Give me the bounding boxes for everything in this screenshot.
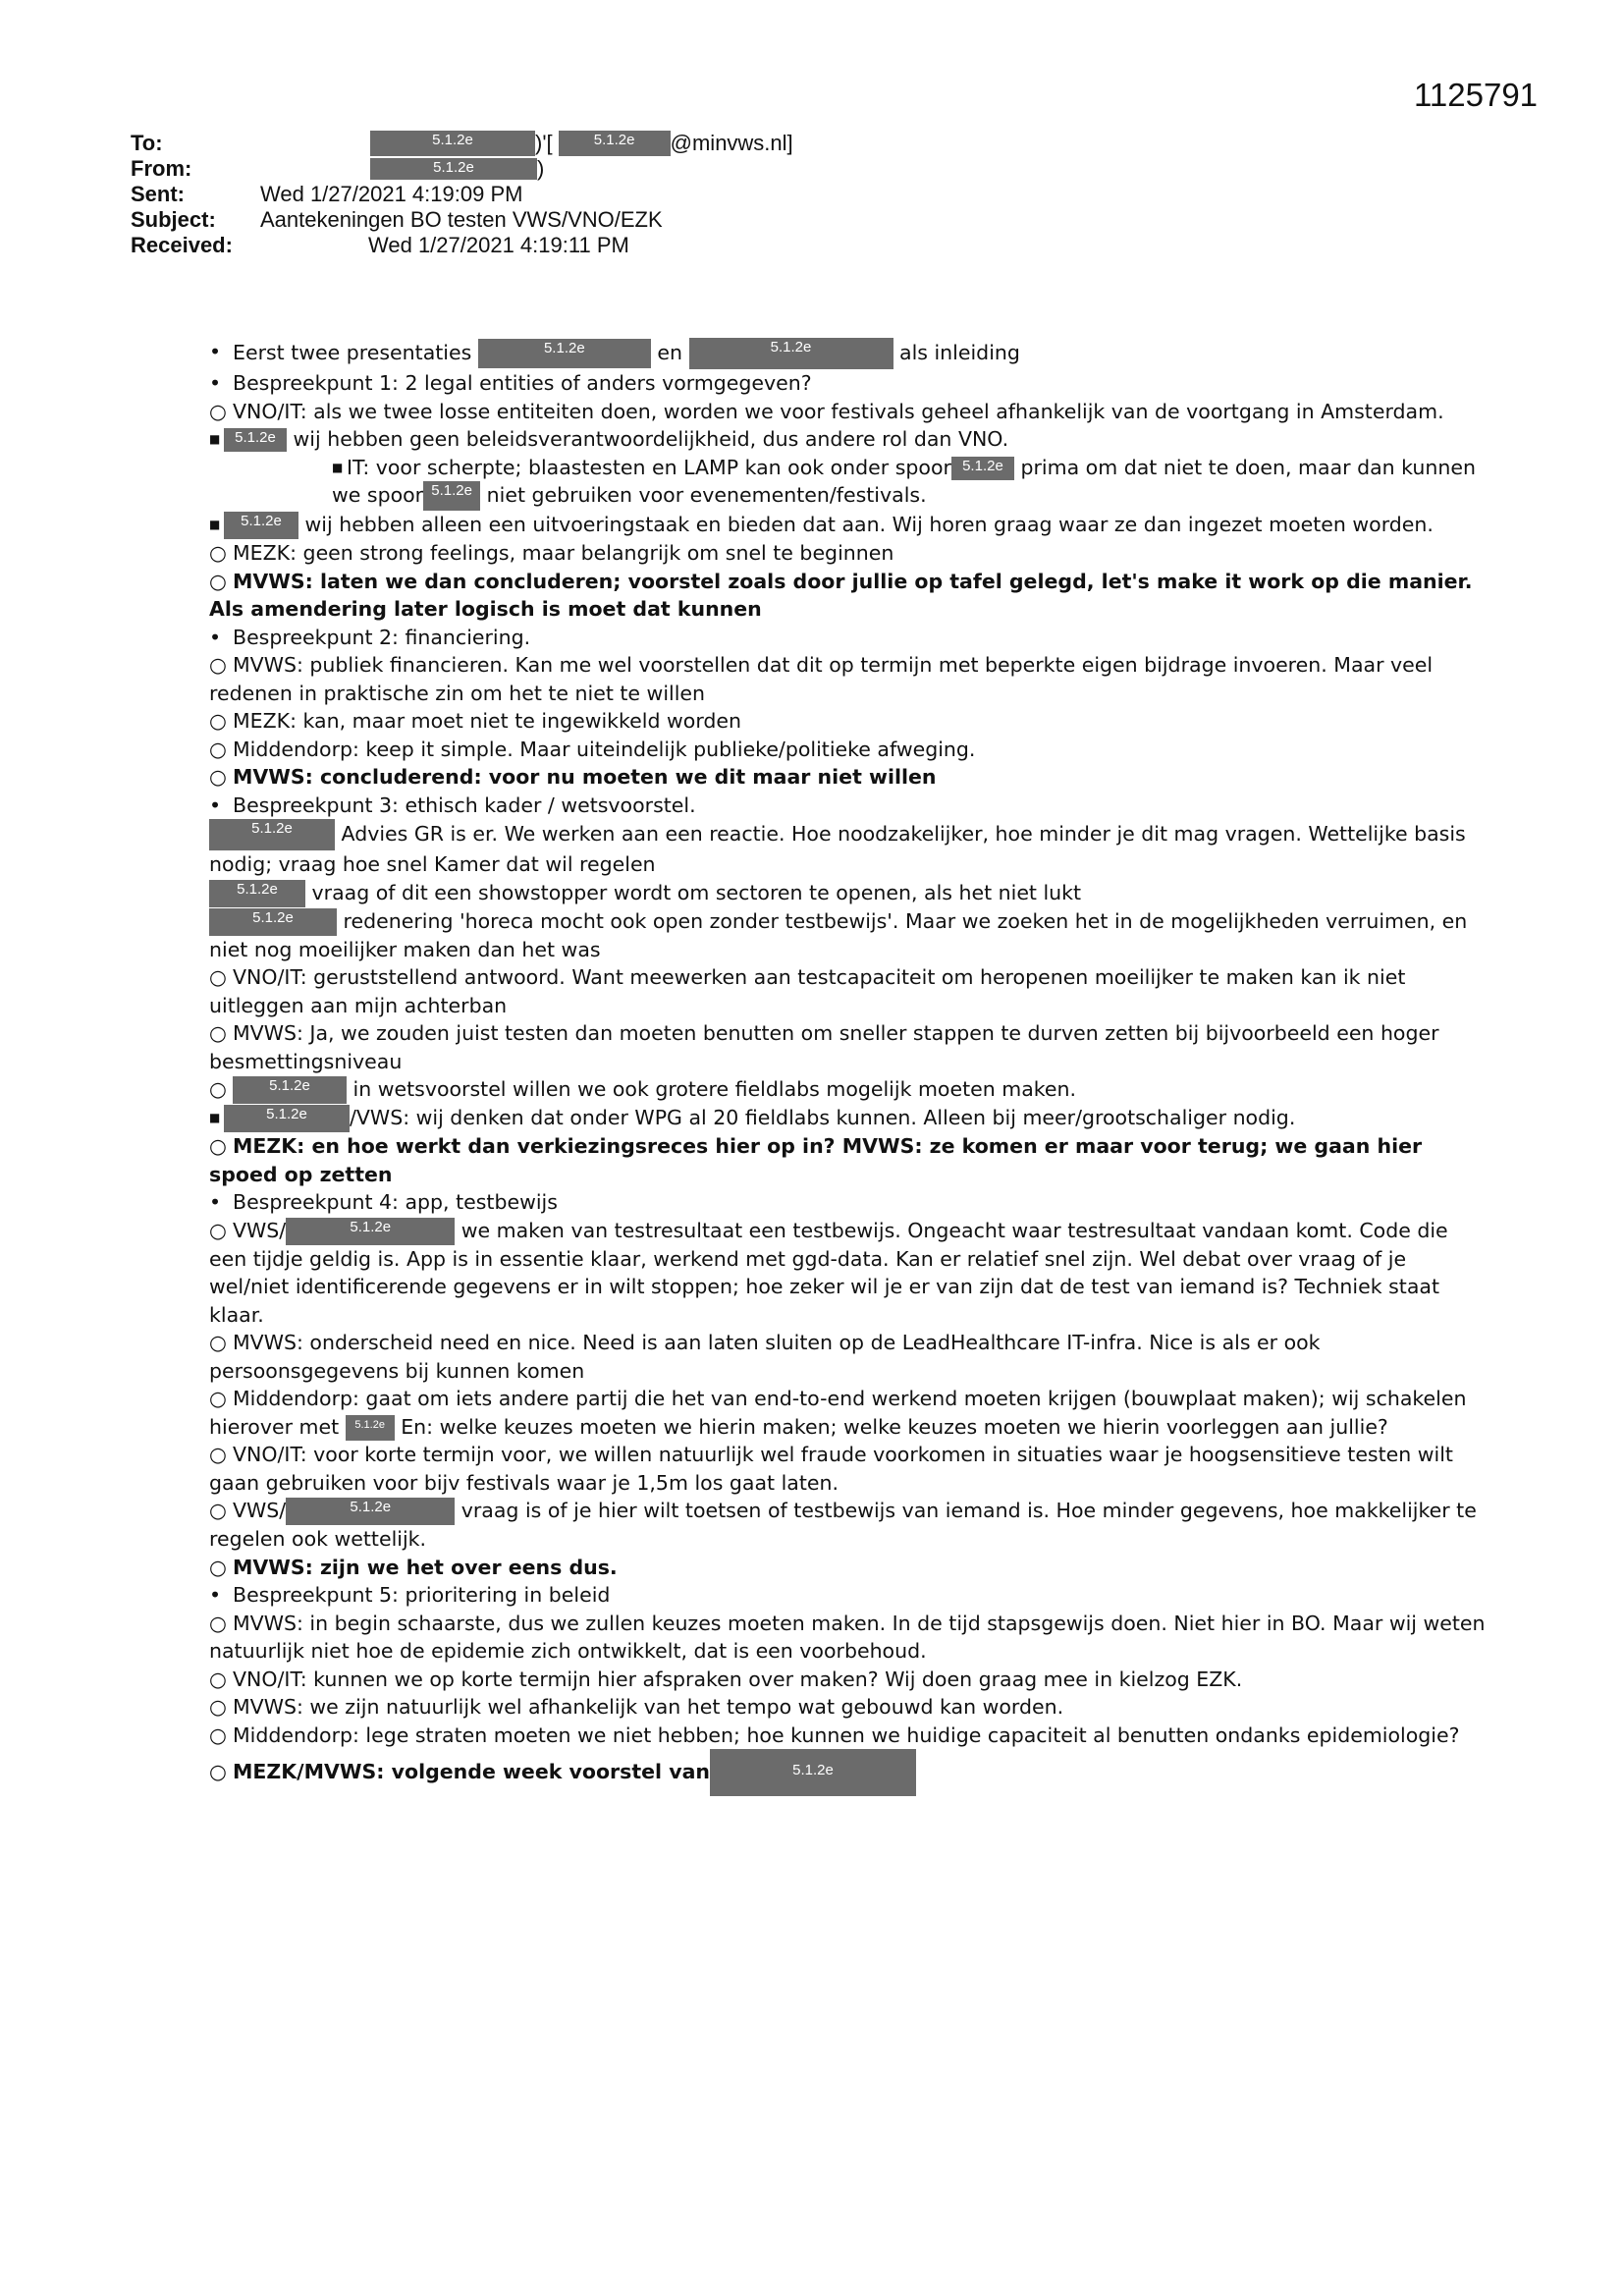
sub-list-item: 5.1.2e vraag of dit een showstopper wordt om sectoren te openen, als het niet lukt	[209, 879, 1490, 907]
redaction-box: 5.1.2e	[209, 908, 337, 936]
sub-list-item: ○ 5.1.2e in wetsvoorstel willen we ook grotere fieldlabs mogelijk moeten maken.	[209, 1075, 1490, 1104]
subject-value: Aantekeningen BO testen VWS/VNO/EZK	[260, 207, 663, 232]
sub-list-item: ○ MVWS: concluderend: voor nu moeten we dit maar niet willen	[209, 765, 937, 789]
list-item: • Bespreekpunt 5: prioritering in beleid	[209, 1581, 1490, 1610]
redaction-box: 5.1.2e	[423, 481, 480, 511]
subject-label: Subject:	[131, 207, 216, 232]
sub-list-item: ○ MEZK/MVWS: volgende week voorstel van 5.1.2e	[209, 1749, 1490, 1796]
redaction-box: 5.1.2e	[370, 158, 537, 180]
redaction-box: 5.1.2e	[710, 1749, 916, 1796]
sub-list-item: ○ MEZK: geen strong feelings, maar belangrijk om snel te beginnen	[209, 541, 894, 565]
sub-list-item: 5.1.2e redenering 'horeca mocht ook open zonder testbewijs'. Maar we zoeken het in de mogelijkheden verruimen, en niet nog moeilijker maken dan het was	[209, 908, 1468, 961]
sub-list-item: ○ VWS/ 5.1.2e we maken van testresultaat een testbewijs. Ongeacht waar testresultaat vandaan komt. Code die een tijdje geldig is. App is in essentie klaar, werkend met ggd-data. Kan er relatief snel zijn. Wel debat over vraag of je wel/niet identificerende gegevens er in wilt stoppen; hoe zeker wil je er van zijn dat de test van iemand is? Techniek staat klaar.	[209, 1218, 1448, 1327]
sub-list-item: ○ Middendorp: lege straten moeten we niet hebben; hoe kunnen we huidige capaciteit al benutten ondanks epidemiologie?	[209, 1722, 1460, 1747]
received-row	[131, 233, 1309, 258]
sent-value: Wed 1/27/2021 4:19:09 PM	[260, 182, 523, 206]
sub-list-item: ○ MVWS: laten we dan concluderen; voorstel zoals door jullie op tafel gelegd, let's make it work op die manier. Als amendering later logisch is moet dat kunnen	[209, 569, 1473, 621]
list-item: • Bespreekpunt 1: 2 legal entities of anders vormgegeven?	[209, 369, 1490, 398]
received-label: Received:	[131, 233, 233, 257]
sub-list-item: ○ VWS/ 5.1.2e vraag is of je hier wilt toetsen of testbewijs van iemand is. Hoe minder gegevens, hoe makkelijker te regelen ook wettelijk.	[209, 1499, 1477, 1551]
sub-sub-list-item: ■ 5.1.2e /VWS: wij denken dat onder WPG al 20 fieldlabs kunnen. Alleen bij meer/grootschaliger nodig.	[209, 1104, 1490, 1132]
sub-list-item: ○ MVWS: zijn we het over eens dus.	[209, 1555, 618, 1579]
redaction-box: 5.1.2e	[478, 339, 651, 368]
sub-list-item: ○ VNO/IT: kunnen we op korte termijn hier afspraken over maken? Wij doen graag mee in kielzog EZK.	[209, 1667, 1243, 1691]
from-label: From:	[131, 156, 192, 181]
redaction-box: 5.1.2e	[951, 457, 1014, 480]
sub-list-item: ○ VNO/IT: als we twee losse entiteiten doen, worden we voor festivals geheel afhankelijk van de voortgang in Amsterdam.	[209, 399, 1444, 423]
from-end: )	[537, 156, 545, 181]
list-item: • Eerst twee presentaties 5.1.2e en 5.1.2e als inleiding	[209, 338, 1490, 369]
sub-list-item: ○ MVWS: Ja, we zouden juist testen dan moeten benutten om sneller stappen te durven zetten bij bijvoorbeeld een hoger besmettingsniveau	[209, 1021, 1439, 1073]
to-row	[131, 131, 1309, 156]
received-value: Wed 1/27/2021 4:19:11 PM	[368, 233, 629, 257]
sub-list-item: 5.1.2e Advies GR is er. We werken aan een reactie. Hoe noodzakelijker, hoe minder je dit mag vragen. Wettelijke basis nodig; vraag hoe snel Kamer dat wil regelen	[209, 820, 1466, 876]
from-row	[131, 156, 1309, 182]
sub-list-item: ○ MVWS: onderscheid need en nice. Need is aan laten sluiten op de LeadHealthcare IT-infra. Nice is als er ook persoonsgegevens bij kunnen komen	[209, 1331, 1321, 1383]
redaction-box: 5.1.2e	[559, 131, 671, 156]
sub-list-item: ○ Middendorp: gaat om iets andere partij die het van end-to-end werkend moeten krijgen (bouwplaat maken); wij schakelen hierover met 5.1.2e En: welke keuzes moeten we hierin maken; welke keuzes moeten we hierin voorleggen aan jullie?	[209, 1387, 1467, 1439]
redaction-box: 5.1.2e	[346, 1415, 395, 1441]
email-body	[209, 338, 1490, 1796]
redaction-box: 5.1.2e	[209, 819, 335, 850]
redaction-box: 5.1.2e	[224, 1105, 350, 1132]
list-item: • Bespreekpunt 4: app, testbewijs	[209, 1188, 1490, 1217]
to-label: To:	[131, 131, 163, 155]
redaction-box: 5.1.2e	[286, 1498, 455, 1525]
to-separator: )'[	[535, 131, 553, 155]
redaction-box: 5.1.2e	[209, 880, 305, 907]
sub-list-item: ○ MVWS: in begin schaarste, dus we zullen keuzes moeten maken. In de tijd stapsgewijs doen. Niet hier in BO. Maar wij weten natuurlijk niet hoe de epidemie zich ontwikkelt, dat is een voorbehoud.	[209, 1611, 1486, 1663]
redaction-box: 5.1.2e	[689, 338, 893, 369]
sub-list-item: ○ VNO/IT: geruststellend antwoord. Want meewerken aan testcapaciteit om heropenen moeilijker te maken kan ik niet uitleggen aan mijn achterban	[209, 965, 1406, 1017]
sub-list-item: ○ MEZK: kan, maar moet niet te ingewikkeld worden	[209, 709, 742, 733]
sub-list-item: ○ MVWS: publiek financieren. Kan me wel voorstellen dat dit op termijn met beperkte eigen bijdrage invoeren. Maar veel redenen in praktische zin om het te niet te willen	[209, 653, 1434, 705]
sub-sub-list-item: ■ IT: voor scherpte; blaastesten en LAMP kan ook onder spoor 5.1.2e prima om dat niet te doen, maar dan kunnen we spoor 5.1.2e niet gebruiken voor evenementen/festivals.	[332, 454, 1490, 512]
to-domain: @minvws.nl]	[670, 131, 793, 155]
document-number: 1125791	[1414, 77, 1539, 113]
redaction-box: 5.1.2e	[286, 1218, 455, 1245]
redaction-box: 5.1.2e	[233, 1076, 347, 1104]
sub-sub-list-item: ■ 5.1.2e wij hebben geen beleidsverantwoordelijkheid, dus andere rol dan VNO.	[209, 427, 1009, 451]
list-item: • Bespreekpunt 2: financiering.	[209, 624, 1490, 652]
sub-list-item: ○ MEZK: en hoe werkt dan verkiezingsreces hier op in? MVWS: ze komen er maar voor terug; we gaan hier spoed op zetten	[209, 1134, 1423, 1186]
sent-row	[131, 182, 1309, 207]
redaction-box: 5.1.2e	[224, 428, 287, 452]
redaction-box: 5.1.2e	[224, 512, 298, 539]
sent-label: Sent:	[131, 182, 185, 206]
sub-sub-list-item: ■ 5.1.2e wij hebben alleen een uitvoeringstaak en bieden dat aan. Wij horen graag waar ze dan ingezet moeten worden.	[209, 511, 1490, 539]
list-item: • Bespreekpunt 3: ethisch kader / wetsvoorstel.	[209, 792, 1490, 820]
sub-list-item: ○ MVWS: we zijn natuurlijk wel afhankelijk van het tempo wat gebouwd kan worden.	[209, 1695, 1064, 1719]
email-header	[131, 131, 1309, 258]
redaction-box: 5.1.2e	[370, 131, 535, 156]
subject-row	[131, 207, 1309, 233]
sub-list-item: ○ VNO/IT: voor korte termijn voor, we willen natuurlijk wel fraude voorkomen in situaties waar je hoogsensitieve testen wilt gaan gebruiken voor bijv festivals waar je 1,5m los gaat laten.	[209, 1443, 1453, 1495]
sub-list-item: ○ Middendorp: keep it simple. Maar uiteindelijk publieke/politieke afweging.	[209, 737, 976, 761]
